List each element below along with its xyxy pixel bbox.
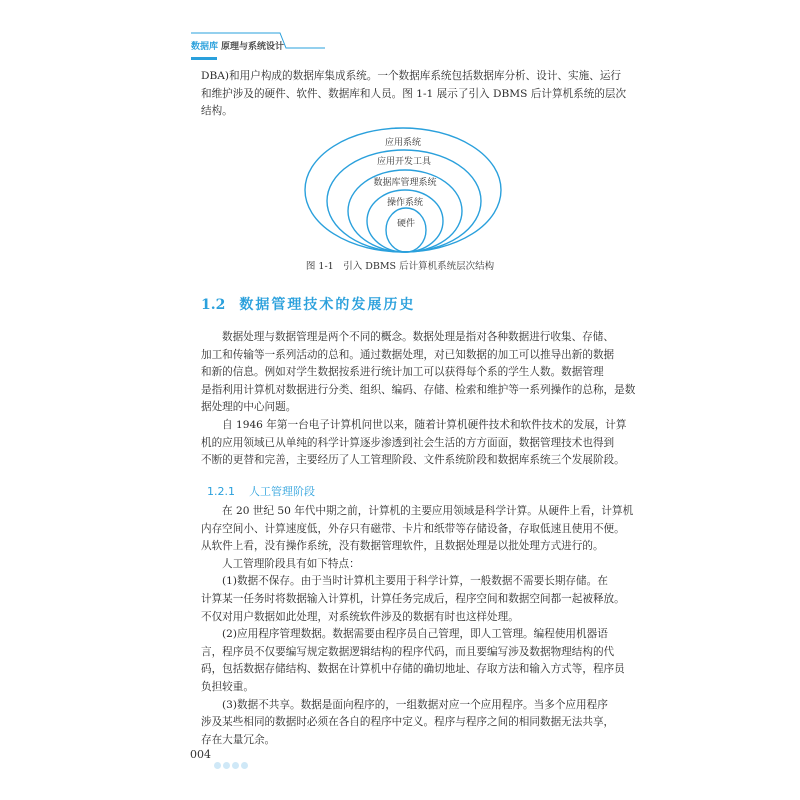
subsection-number: 1.2.1 <box>207 485 235 498</box>
layer-label: 数据库管理系统 <box>373 178 437 188</box>
text-line: 不仅对用户数据如此处理，对系统软件涉及的数据有时也这样处理。 <box>201 610 519 623</box>
text-line: (3)数据不共享。数据是面向程序的，一组数据对应一个应用程序。当多个应用程序 <box>222 698 608 711</box>
text-line: 结构。 <box>201 105 233 118</box>
text-line: 数据处理与数据管理是两个不同的概念。数据处理是指对各种数据进行收集、存储、 <box>222 331 614 343</box>
text-line: 码，包括数据存储结构、数据在计算机中存储的确切地址、存取方法和输入方式等，程序员 <box>201 663 625 676</box>
figure-caption: 图 1-1 引入 DBMS 后计算机系统层次结构 <box>305 261 495 272</box>
text-line: 从软件上看，没有操作系统，没有数据管理软件，且数据处理是以批处理方式进行的。 <box>201 540 604 553</box>
text-line: 内存空间小、计算速度低，外存只有磁带、卡片和纸带等存储设备，存取低速且使用不便。 <box>201 522 625 535</box>
header-book-a: 数据库 <box>191 42 219 52</box>
layer-label: 应用开发工具 <box>376 157 432 167</box>
page-dots-decoration <box>214 754 250 773</box>
text-line: 是指利用计算机对数据进行分类、组织、编码、存储、检索和维护等一系列操作的总称，是数 <box>201 383 636 396</box>
subsection-body <box>201 503 634 749</box>
layer-label: 硬件 <box>396 219 416 229</box>
text-line: (1)数据不保存。由于当时计算机主要用于科学计算，一般数据不需要长期存储。在 <box>222 575 608 588</box>
text-line: 负担较重。 <box>201 680 254 693</box>
layer-label: 应用系统 <box>384 138 422 148</box>
text-line: 言，程序员不仅要编写规定数据逻辑结构的程序代码，而且要编写涉及数据物理结构的代 <box>201 645 615 658</box>
layer-label: 操作系统 <box>386 198 424 208</box>
text-line: (2)应用程序管理数据。数据需要由程序员自己管理，即人工管理。编程使用机器语 <box>222 628 608 641</box>
text-line: 和新的信息。例如对学生数据按系进行统计加工可以获得每个系的学生人数。数据管理 <box>201 366 604 379</box>
subsection-heading <box>207 483 315 499</box>
text-line: 存在大量冗余。 <box>201 733 276 746</box>
text-line: 计算某一任务时将数据输入计算机，计算任务完成后，程序空间和数据空间都一起被释放。 <box>201 592 625 605</box>
paragraph-1 <box>201 329 636 417</box>
section-title: 数据管理技术的发展历史 <box>239 297 416 313</box>
text-line: 在 20 世纪 50 年代中期之前，计算机的主要应用领域是科学计算。从硬件上看，计算机 <box>222 505 634 517</box>
page-number-text: 004 <box>190 748 211 761</box>
text-line: 加工和传输等一系列活动的总和。通过数据处理，对已知数据的加工可以推导出新的数据 <box>201 348 615 361</box>
section-number: 1.2 <box>201 297 226 313</box>
page-number <box>190 748 211 761</box>
text-line: 不断的更替和完善，主要经历了人工管理阶段、文件系统阶段和数据库系统三个发展阶段。 <box>201 454 625 467</box>
text-line: 和维护涉及的硬件、软件、数据库和人员。图 1-1 展示了引入 DBMS 后计算机系统的层次 <box>201 87 627 100</box>
layer-ellipse <box>386 208 426 252</box>
text-line: DBA)和用户构成的数据库集成系统。一个数据库系统包括数据库分析、设计、实施、运行 <box>201 70 622 82</box>
text-line: 据处理的中心问题。 <box>201 401 297 414</box>
text-line: 人工管理阶段具有如下特点： <box>222 557 360 570</box>
section-heading <box>201 294 415 314</box>
text-line: 机的应用领域已从单纯的科学计算逐步渗透到社会生活的方方面面，数据管理技术也得到 <box>201 436 615 449</box>
text-line: 涉及某些相同的数据时必须在各自的程序中定义。程序与程序之间的相同数据无法共享， <box>201 716 615 729</box>
text-line: 自 1946 年第一台电子计算机问世以来，随着计算机硬件技术和软件技术的发展，计算 <box>222 419 627 431</box>
subsection-title: 人工管理阶段 <box>249 485 315 498</box>
layer-diagram <box>0 0 800 260</box>
paragraph-2 <box>201 417 627 470</box>
header-book-b: 原理与系统设计 <box>221 42 285 52</box>
